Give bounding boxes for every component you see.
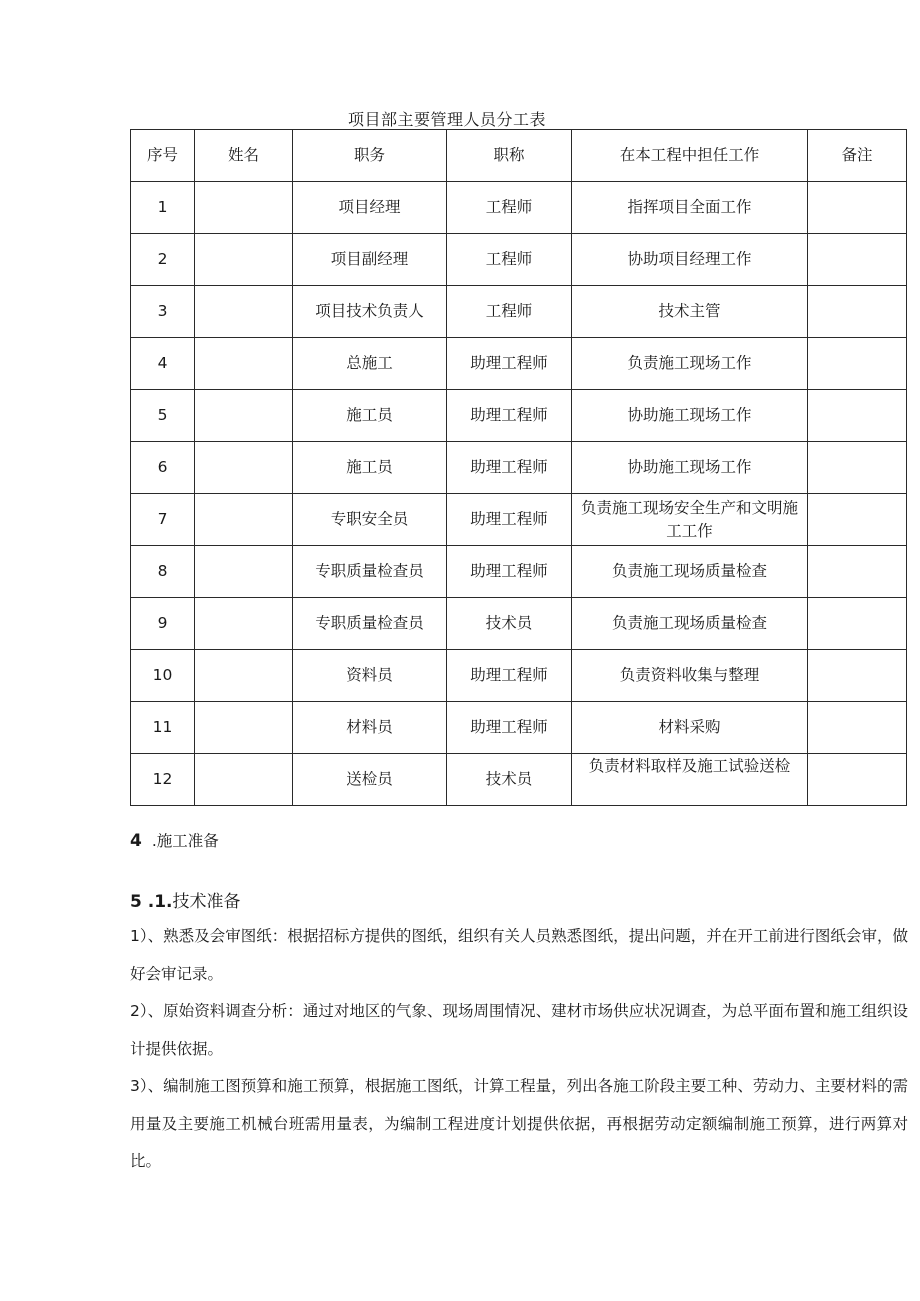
header-remarks: 备注 [808,130,907,182]
cell-name [195,754,293,806]
cell-remarks [808,494,907,546]
cell-remarks [808,754,907,806]
cell-name [195,494,293,546]
header-title: 职称 [447,130,572,182]
cell-index: 12 [131,754,195,806]
cell-index: 11 [131,702,195,754]
cell-remarks [808,182,907,234]
table-row [131,546,907,598]
cell-title: 工程师 [447,234,572,286]
paragraph-1: 1）、熟悉及会审图纸：根据招标方提供的图纸，组织有关人员熟悉图纸，提出问题，并在开工前进行图纸会审，做好会审记录。 [130,927,908,983]
subsection-heading [130,887,241,912]
cell-position: 送检员 [293,754,447,806]
header-responsibility: 在本工程中担任工作 [572,130,808,182]
cell-title: 助理工程师 [447,494,572,546]
cell-name [195,234,293,286]
cell-remarks [808,702,907,754]
cell-position: 资料员 [293,650,447,702]
cell-responsibility: 协助施工现场工作 [572,390,808,442]
cell-responsibility: 指挥项目全面工作 [572,182,808,234]
cell-title: 助理工程师 [447,338,572,390]
cell-title: 技术员 [447,754,572,806]
cell-index: 2 [131,234,195,286]
section-heading [130,829,219,851]
table-row [131,182,907,234]
cell-title: 技术员 [447,598,572,650]
cell-index: 9 [131,598,195,650]
cell-responsibility: 负责施工现场工作 [572,338,808,390]
header-name: 姓名 [195,130,293,182]
cell-title: 助理工程师 [447,546,572,598]
cell-remarks [808,338,907,390]
cell-responsibility: 负责材料取样及施工试验送检 [572,754,808,806]
cell-responsibility: 协助施工现场工作 [572,442,808,494]
cell-name [195,390,293,442]
cell-name [195,598,293,650]
staff-assignment-table [130,129,907,806]
cell-position: 专职安全员 [293,494,447,546]
cell-title: 助理工程师 [447,650,572,702]
cell-position: 专职质量检查员 [293,598,447,650]
subsection-title: 技术准备 [172,892,241,912]
cell-index: 4 [131,338,195,390]
table-row [131,494,907,546]
cell-index: 8 [131,546,195,598]
cell-responsibility: 协助项目经理工作 [572,234,808,286]
cell-remarks [808,286,907,338]
cell-responsibility: 负责资料收集与整理 [572,650,808,702]
table-row [131,702,907,754]
cell-name [195,546,293,598]
cell-position: 项目经理 [293,182,447,234]
cell-position: 项目副经理 [293,234,447,286]
cell-index: 1 [131,182,195,234]
cell-position: 施工员 [293,442,447,494]
cell-name [195,650,293,702]
table-row [131,754,907,806]
table-row [131,442,907,494]
cell-index: 6 [131,442,195,494]
section-title: .施工准备 [151,832,219,850]
paragraph-2: 2）、原始资料调查分析：通过对地区的气象、现场周围情况、建材市场供应状况调查，为总平面布置和施工组织设计提供依据。 [130,1002,908,1058]
cell-position: 总施工 [293,338,447,390]
cell-remarks [808,650,907,702]
cell-name [195,702,293,754]
cell-name [195,442,293,494]
table-row [131,234,907,286]
cell-remarks [808,598,907,650]
cell-index: 7 [131,494,195,546]
header-position: 职务 [293,130,447,182]
cell-remarks [808,546,907,598]
cell-name [195,182,293,234]
cell-title: 工程师 [447,182,572,234]
table-row [131,338,907,390]
table-row [131,390,907,442]
cell-position: 施工员 [293,390,447,442]
table-row [131,650,907,702]
table-header-row [131,130,907,182]
table-row [131,286,907,338]
cell-index: 3 [131,286,195,338]
cell-remarks [808,234,907,286]
cell-responsibility: 负责施工现场质量检查 [572,598,808,650]
cell-position: 专职质量检查员 [293,546,447,598]
cell-responsibility: 负责施工现场安全生产和文明施工工作 [572,494,808,546]
cell-responsibility: 技术主管 [572,286,808,338]
cell-position: 项目技术负责人 [293,286,447,338]
cell-index: 10 [131,650,195,702]
cell-index: 5 [131,390,195,442]
header-index: 序号 [131,130,195,182]
cell-responsibility: 负责施工现场质量检查 [572,546,808,598]
cell-name [195,338,293,390]
cell-responsibility: 材料采购 [572,702,808,754]
cell-remarks [808,442,907,494]
table-title: 项目部主要管理人员分工表 [348,110,547,129]
cell-title: 助理工程师 [447,390,572,442]
cell-title: 助理工程师 [447,702,572,754]
cell-title: 助理工程师 [447,442,572,494]
table-row [131,598,907,650]
cell-position: 材料员 [293,702,447,754]
cell-title: 工程师 [447,286,572,338]
paragraph-3: 3）、编制施工图预算和施工预算，根据施工图纸，计算工程量，列出各施工阶段主要工种、劳动力、主要材料的需用量及主要施工机械台班需用量表，为编制工程进度计划提供依据，再根据劳动定额编制施工预算，进行两算对比。 [130,1077,908,1170]
cell-remarks [808,390,907,442]
cell-name [195,286,293,338]
subsection-number: 5 .1. [130,892,173,912]
section-number: 4 [130,831,142,851]
